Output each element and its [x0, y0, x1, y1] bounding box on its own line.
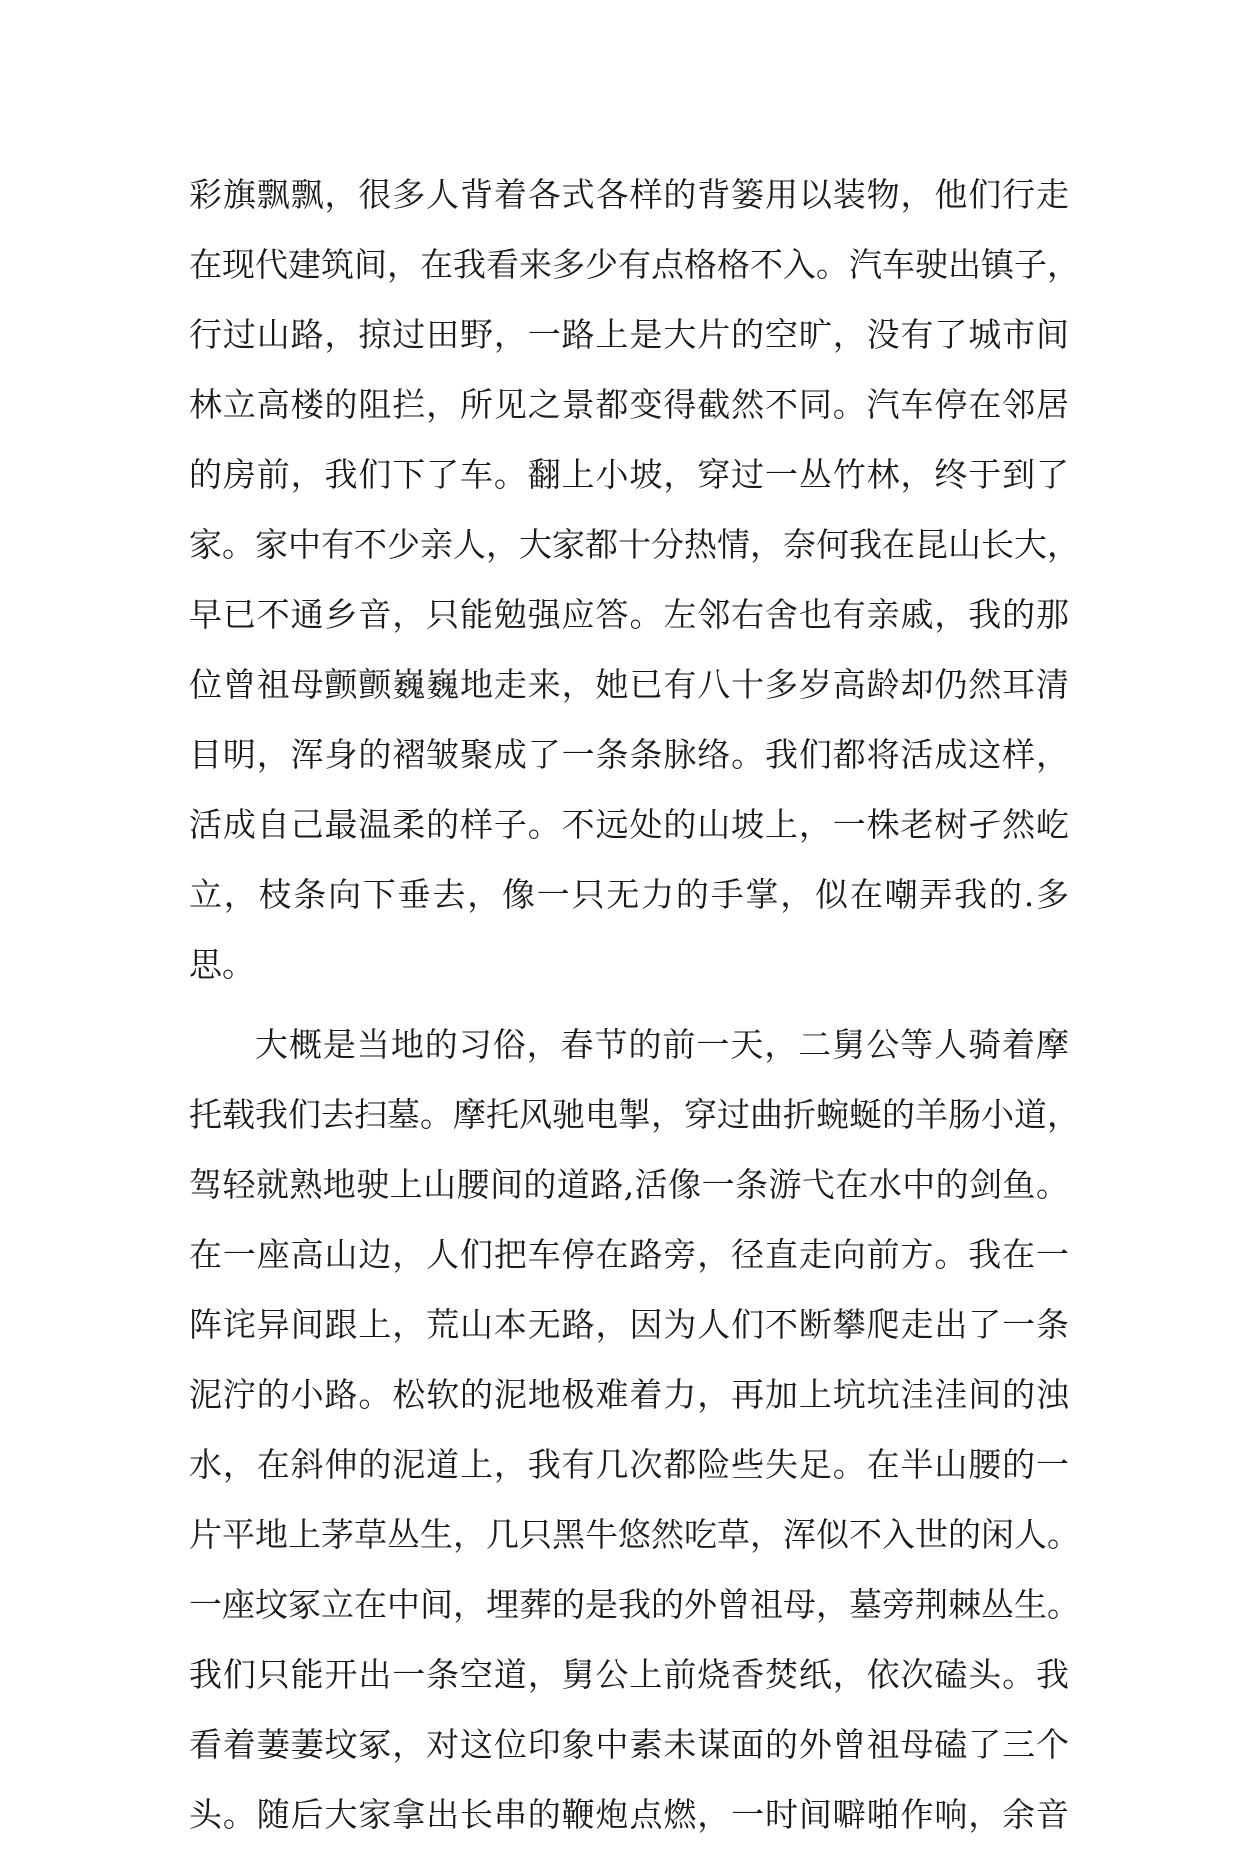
text-line: 托载我们去扫墓。摩托风驰电掣，穿过曲折蜿蜒的羊肠小道，	[189, 1095, 1080, 1134]
text-line: 活成自己最温柔的样子。不远处的山坡上，一株老树孑然屹	[189, 805, 1069, 844]
paragraph-2	[189, 1010, 1080, 1850]
text-line: 行过山路，掠过田野，一路上是大片的空旷，没有了城市间	[189, 315, 1069, 354]
text-line: 早已不通乡音，只能勉强应答。左邻右舍也有亲戚，我的那	[189, 595, 1069, 634]
paragraph-gap	[189, 1000, 1069, 1010]
text-line: 目明，浑身的褶皱聚成了一条条脉络。我们都将活成这样，	[189, 735, 1069, 774]
text-line: 彩旗飘飘，很多人背着各式各样的背篓用以装物，他们行走	[189, 175, 1069, 214]
body-text	[189, 160, 1080, 1850]
text-line: 一座坟冢立在中间，埋葬的是我的外曾祖母，墓旁荆棘丛生。	[189, 1585, 1080, 1624]
text-line: 家。家中有不少亲人，大家都十分热情，奈何我在昆山长大，	[189, 525, 1080, 564]
text-line: 在现代建筑间，在我看来多少有点格格不入。汽车驶出镇子，	[189, 245, 1080, 284]
text-line: 大概是当地的习俗，春节的前一天，二舅公等人骑着摩	[255, 1025, 1069, 1064]
text-line: 阵诧异间跟上，荒山本无路，因为人们不断攀爬走出了一条	[189, 1305, 1069, 1344]
text-line: 在一座高山边，人们把车停在路旁，径直走向前方。我在一	[189, 1235, 1069, 1274]
paragraph-1	[189, 160, 1080, 1000]
text-line: 水，在斜伸的泥道上，我有几次都险些失足。在半山腰的一	[189, 1445, 1069, 1484]
text-line: 看着萋萋坟冢，对这位印象中素未谋面的外曾祖母磕了三个	[189, 1725, 1069, 1764]
text-line: 驾轻就熟地驶上山腰间的道路,活像一条游弋在水中的剑鱼。	[189, 1165, 1069, 1204]
text-line: 头。随后大家拿出长串的鞭炮点燃，一时间噼啪作响，余音	[189, 1795, 1069, 1834]
text-line: 我们只能开出一条空道，舅公上前烧香焚纸，依次磕头。我	[189, 1655, 1069, 1694]
text-line: 的房前，我们下了车。翻上小坡，穿过一丛竹林，终于到了	[189, 455, 1069, 494]
text-line: 片平地上茅草丛生，几只黑牛悠然吃草，浑似不入世的闲人。	[189, 1515, 1080, 1554]
text-line: 立，枝条向下垂去，像一只无力的手掌，似在嘲弄我的.多	[189, 875, 1069, 914]
text-line: 林立高楼的阻拦，所见之景都变得截然不同。汽车停在邻居	[189, 385, 1069, 424]
text-line: 泥泞的小路。松软的泥地极难着力，再加上坑坑洼洼间的浊	[189, 1375, 1069, 1414]
text-line: 位曾祖母颤颤巍巍地走来，她已有八十多岁高龄却仍然耳清	[189, 665, 1069, 704]
text-line: 思。	[189, 945, 255, 984]
